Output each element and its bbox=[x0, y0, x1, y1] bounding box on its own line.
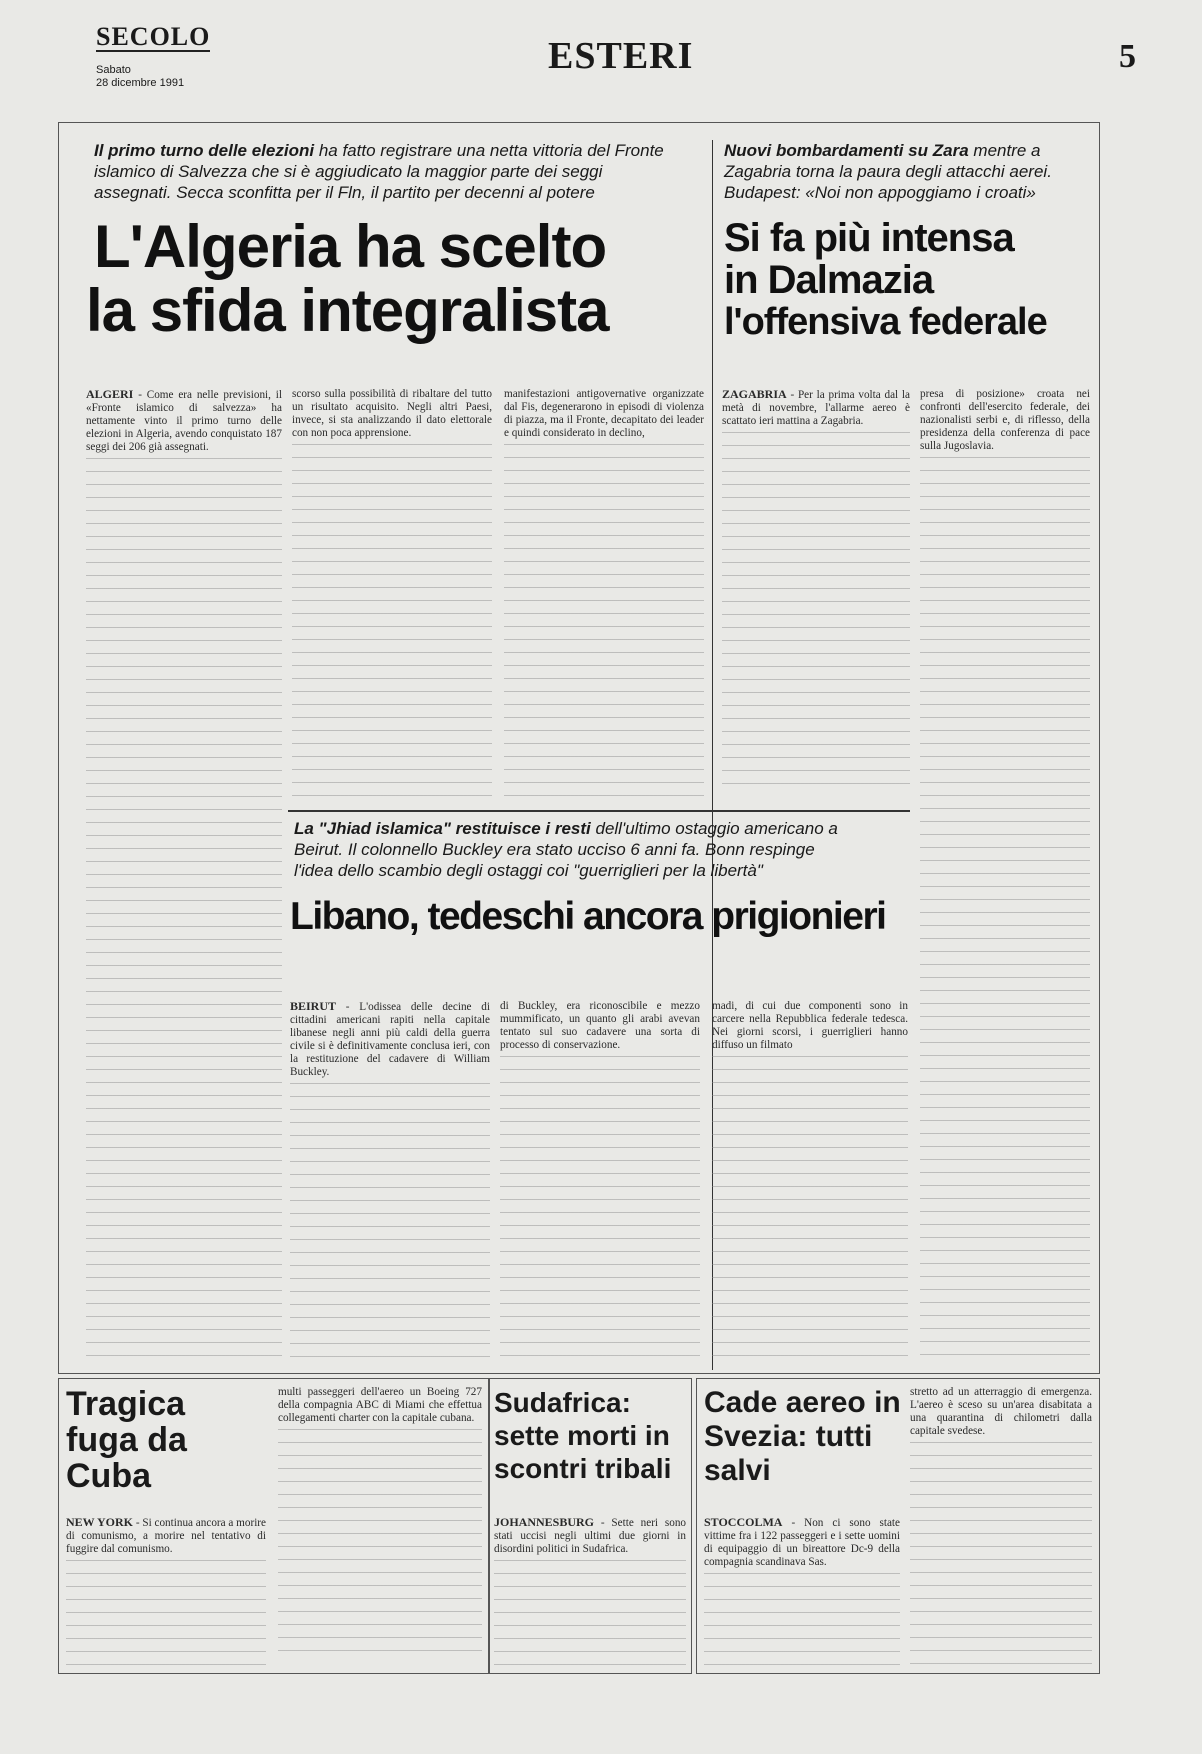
page-number: 5 bbox=[1119, 38, 1136, 75]
svezia-column-2: stretto ad un atterraggio di emergenza. L'aereo è sceso su un'area disabitata a una quarantina di chilometri dalla capitale svedese. bbox=[910, 1386, 1092, 1666]
cuba-headline: Tragica fuga da Cuba bbox=[66, 1385, 187, 1495]
libano-top-rule bbox=[288, 810, 910, 812]
section-title: ESTERI bbox=[548, 35, 694, 77]
sudafrica-headline: Sudafrica: sette morti in scontri tribali bbox=[494, 1387, 672, 1484]
issue-date: Sabato 28 dicembre 1991 bbox=[96, 64, 185, 89]
dalmazia-column-1: ZAGABRIA - Per la prima volta dal la metà di novembre, l'allarme aereo è scattato ieri mattina a Zagabria. bbox=[722, 388, 910, 798]
algeria-headline: L'Algeria ha scelto la sfida integralista bbox=[86, 213, 609, 344]
cuba-column-1: NEW YORK - Si continua ancora a morire di comunismo, a morire nel tentativo di fuggire dal comunismo. bbox=[66, 1516, 266, 1666]
newspaper-logo: SECOLO bbox=[96, 22, 211, 51]
algeria-kicker: Il primo turno delle elezioni ha fatto registrare una netta vittoria del Fronte islamico di Salvezza che si è aggiudicato la maggior parte dei seggi assegnati. Secca sconfitta per il Fln, il partito per decenni al potere bbox=[94, 141, 664, 202]
libano-column-3: madi, di cui due componenti sono in carcere nella Repubblica federale tedesca. Nei giorni scorsi, i guerriglieri hanno diffuso un filmato bbox=[712, 1000, 908, 1368]
libano-kicker: La "Jhiad islamica" restituisce i resti dell'ultimo ostaggio americano a Beirut. Il colonnello Buckley era stato ucciso 6 anni fa. Bonn respinge l'idea dello scambio degli ostaggi coi "guerriglieri per la libertà" bbox=[294, 819, 838, 880]
libano-article bbox=[290, 818, 910, 978]
libano-column-2: di Buckley, era riconoscibile e mezzo mummificato, un quanto gli arabi avevan tentato sul suo cadavere una sorta di processo di conservazione. bbox=[500, 1000, 700, 1368]
svezia-article bbox=[704, 1386, 904, 1488]
algeria-column-2: scorso sulla possibilità di ribaltare del tutto un risultato acquisito. Negli altri Paesi, invece, si sta analizzando il dato elettorale con non poca apprensione. bbox=[292, 388, 492, 798]
masthead bbox=[96, 14, 1136, 89]
libano-column-1: BEIRUT - L'odissea delle decine di cittadini americani rapiti nella capitale libanese negli anni più caldi della guerra civile si è definitivamente conclusa ieri, con la restituzione del cadavere di William Buckley. bbox=[290, 1000, 490, 1368]
dalmazia-kicker: Nuovi bombardamenti su Zara mentre a Zagabria torna la paura degli attacchi aerei. Budapest: «Noi non appoggiamo i croati» bbox=[724, 141, 1052, 202]
cuba-article bbox=[66, 1386, 266, 1494]
dalmazia-headline: Si fa più intensa in Dalmazia l'offensiva federale bbox=[724, 216, 1047, 343]
algeria-column-1: ALGERI - Come era nelle previsioni, il «Fronte islamico di salvezza» ha nettamente vinto il primo turno delle elezioni in Algeria, avendo conquistato 187 seggi dei 206 già assegnati. bbox=[86, 388, 282, 1368]
cuba-column-2: multi passeggeri dell'aereo un Boeing 727 della compagnia ABC di Miami che effettua collegamenti charter con la capitale cubana. bbox=[278, 1386, 482, 1666]
dalmazia-column-2: presa di posizione» croata nei confronti dell'esercito federale, dei nazionalisti serbi e, di riflesso, della presidenza della conferenza di pace sulla Jugoslavia. bbox=[920, 388, 1090, 1368]
dalmazia-article bbox=[724, 140, 1088, 380]
algeria-column-3: manifestazioni antigovernative organizzate dal Fis, degenerarono in episodi di violenza di piazza, ma il Fronte, decapitato dei leader e quindi considerato in declino, bbox=[504, 388, 704, 798]
sudafrica-article bbox=[494, 1386, 686, 1485]
svezia-column-1: STOCCOLMA - Non ci sono state vittime fra i 122 passeggeri e i sette uomini di equipaggio di un bireattore Dc-9 della compagnia scandinava Sas. bbox=[704, 1516, 900, 1666]
sudafrica-column: JOHANNESBURG - Sette neri sono stati uccisi negli ultimi due giorni in disordini politici in Sudafrica. bbox=[494, 1516, 686, 1666]
svezia-headline: Cade aereo in Svezia: tutti salvi bbox=[704, 1386, 901, 1487]
libano-headline: Libano, tedeschi ancora prigionieri bbox=[290, 895, 886, 938]
